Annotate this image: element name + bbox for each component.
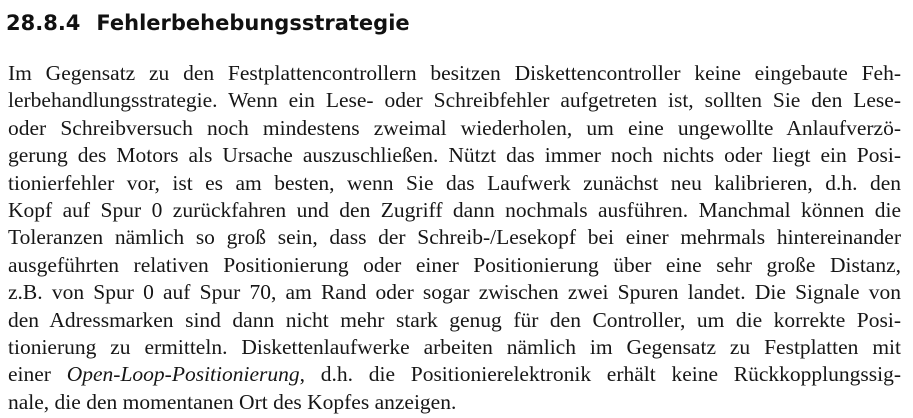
paragraph-line: Kopf auf Spur 0 zurückfahren und den Zugriff dann nochmals ausführen. Manchmal können die bbox=[8, 197, 901, 222]
section-title: Fehlerbehebungsstrategie bbox=[96, 11, 410, 35]
paragraph-line: Im Gegensatz zu den Festplattencontrollern besitzen Diskettencontroller keine eingebaute Feh- bbox=[8, 61, 901, 85]
body-paragraph bbox=[8, 60, 901, 416]
line-text-start: einer bbox=[8, 362, 67, 387]
paragraph-line: gerung des Motors als Ursache auszuschließen. Nützt das immer noch nichts oder liegt ein Posi- bbox=[8, 143, 901, 168]
paragraph-line: oder Schreibversuch noch mindestens zweimal wiederholen, um eine ungewollte Anlaufverzö- bbox=[8, 115, 901, 140]
paragraph-line: ausgeführten relativen Positionierung oder einer Positionierung über eine sehr große Distanz, bbox=[8, 252, 901, 277]
section-number: 28.8.4 bbox=[6, 11, 81, 35]
paragraph-line: tionierung zu ermitteln. Diskettenlaufwerke arbeiten nämlich im Gegensatz zu Festplatten mit bbox=[8, 334, 901, 359]
italic-term: Open-Loop-Positionierung bbox=[66, 362, 300, 387]
paragraph-line: z.B. von Spur 0 auf Spur 70, am Rand oder sogar zwischen zwei Spuren landet. Die Signale von bbox=[8, 280, 901, 305]
paragraph-last-line: nale, die den momentanen Ort des Kopfes anzeigen. bbox=[8, 389, 457, 414]
paragraph-line: lerbehandlungsstrategie. Wenn ein Lese- oder Schreibfehler aufgetreten ist, sollten Sie den Lese- bbox=[8, 88, 901, 113]
paragraph-line: tionierfehler vor, ist es am besten, wenn Sie das Laufwerk zunächst neu kalibrieren, d.h. den bbox=[8, 170, 901, 195]
line-text-end: , d.h. die Positionierelektronik erhält keine Rückkopplungssig- bbox=[299, 362, 902, 387]
section-heading bbox=[6, 6, 410, 40]
paragraph-line-mixed bbox=[8, 361, 901, 388]
paragraph-line: den Adressmarken sind dann nicht mehr stark genug für den Controller, um die korrekte Posi- bbox=[8, 307, 901, 332]
paragraph-line: Toleranzen nämlich so groß sein, dass der Schreib-/Lesekopf bei einer mehrmals hintereinander bbox=[8, 225, 901, 250]
